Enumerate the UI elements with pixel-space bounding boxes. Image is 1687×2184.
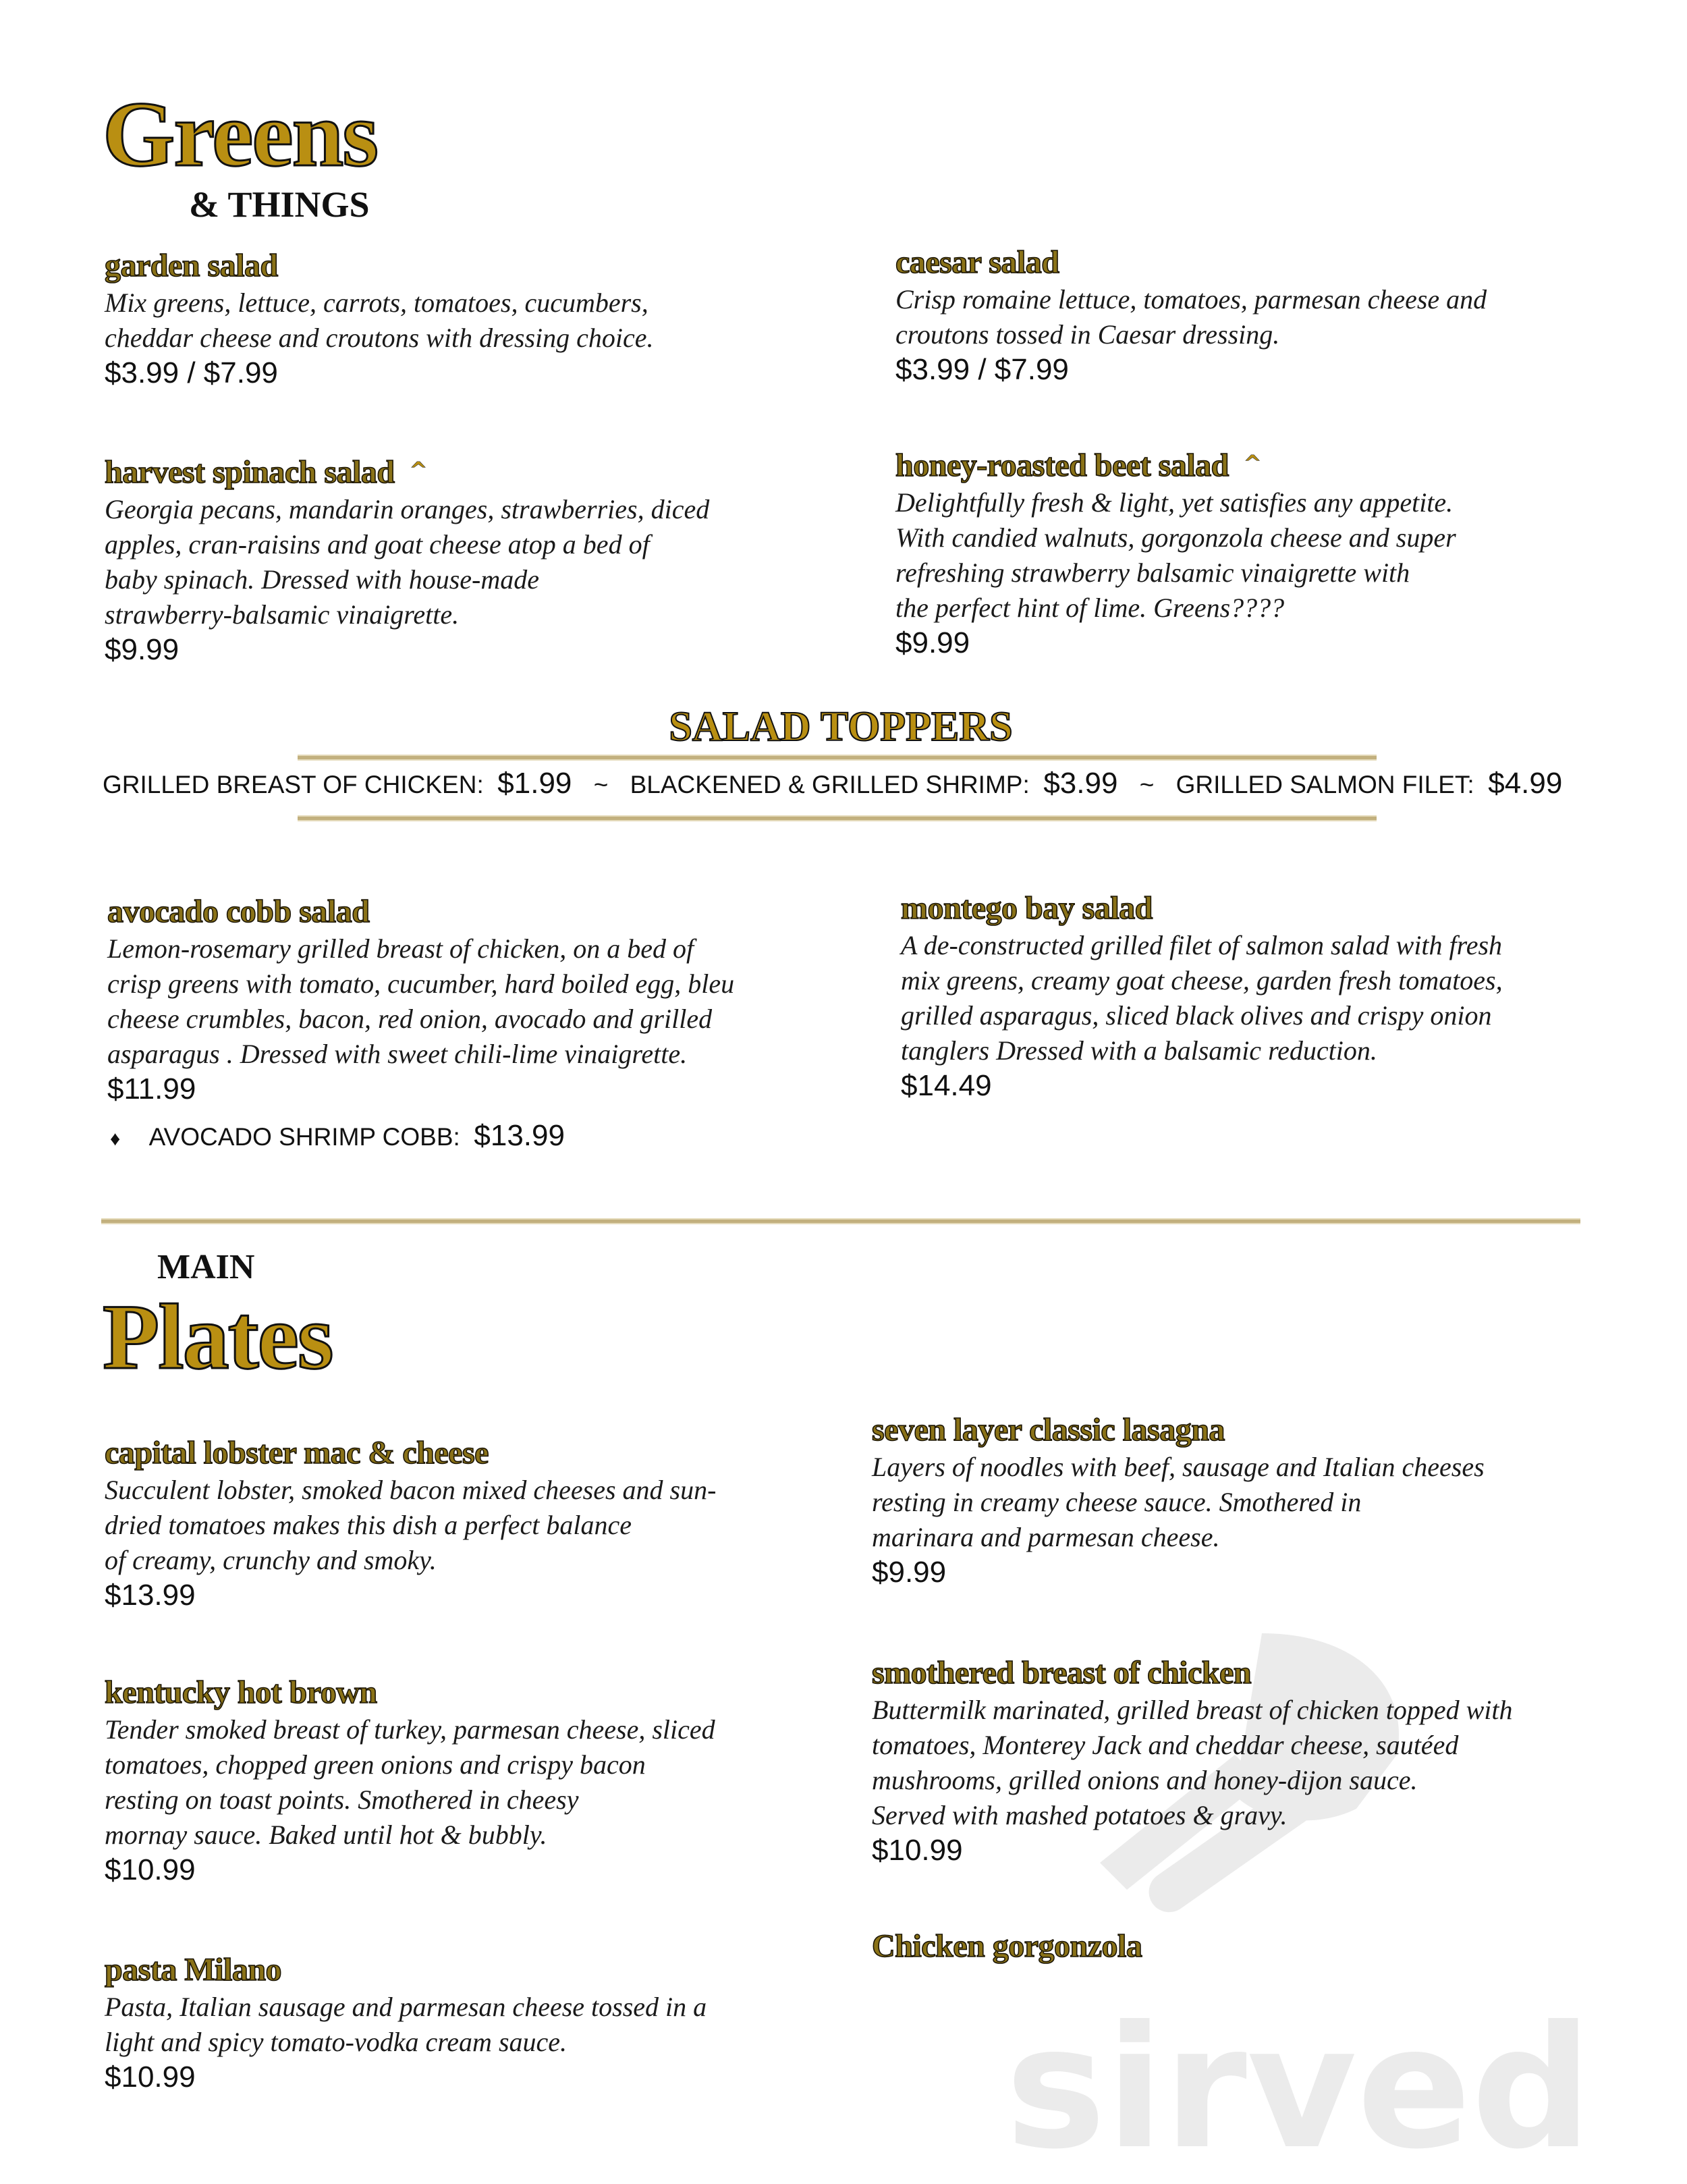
item-description-line: tanglers Dressed with a balsamic reduction. [901,1035,1377,1066]
item-title-row [105,246,654,285]
item-title-row [895,243,1487,282]
item-description-line: cheddar cheese and croutons with dressing choice. [105,323,654,353]
item-description-line: asparagus . Dressed with sweet chili-lime vinaigrette. [107,1039,688,1069]
item-title: smothered breast of chicken [872,1655,1252,1691]
item-description-line: tomatoes, Monterey Jack and cheddar cheese, sautéed [872,1730,1459,1760]
item-price: $10.99 [105,1853,196,1886]
item-title-row [105,1673,715,1712]
item-description-line: Lemon-rosemary grilled breast of chicken, on a bed of [107,933,694,964]
item-title-row [872,1411,1485,1450]
item-description-line: resting on toast points. Smothered in cheesy [105,1784,579,1815]
cobb-addon [110,1119,565,1153]
item-description-line: croutons tossed in Caesar dressing. [895,319,1280,350]
section-divider [101,1218,1580,1224]
topper-price: $4.99 [1488,767,1563,800]
item-description-line: Buttermilk marinated, grilled breast of chicken topped with [872,1695,1513,1725]
topper-label: GRILLED BREAST OF CHICKEN: [103,771,484,798]
item-title: Chicken gorgonzola [872,1928,1142,1964]
item-description-line: cheese crumbles, bacon, red onion, avocado and grilled [107,1004,713,1034]
section-subtitle-things: & THINGS [189,184,370,225]
item-price: $11.99 [107,1072,196,1105]
item-price: $9.99 [105,633,179,666]
item-description-line: Georgia pecans, mandarin oranges, strawberries, diced [105,494,710,524]
item-price: $14.49 [901,1069,992,1102]
watermark-text: sirved [1005,1990,1586,2160]
item-description-line: of creamy, crunchy and smoky. [105,1545,437,1575]
item-description-line: the perfect hint of lime. Greens???? [895,593,1285,623]
item-description-line: crisp greens with tomato, cucumber, hard boiled egg, bleu [107,968,735,999]
addon-price: $13.99 [474,1119,565,1152]
caret-icon: ^ [1243,450,1262,476]
topper-separator: ~ [593,771,609,798]
item-description-line: light and spicy tomato-vodka cream sauce. [105,2027,568,2057]
item-title: garden salad [105,248,278,283]
item-price: $13.99 [105,1579,196,1612]
item-title: avocado cobb salad [107,894,370,929]
menu-item [895,443,1456,661]
item-description-line: mushrooms, grilled onions and honey-dijon sauce. [872,1765,1418,1795]
item-price: $9.99 [895,626,970,659]
item-description-line: Tender smoked breast of turkey, parmesan cheese, sliced [105,1714,715,1745]
item-description-line: Succulent lobster, smoked bacon mixed cheeses and sun- [105,1475,717,1505]
item-title-row [105,450,709,492]
item-title-row [895,443,1456,485]
toppers-bottom-rule [298,815,1377,821]
item-description-line: Delightfully fresh & light, yet satisfies any appetite. [895,487,1454,518]
item-price: $10.99 [105,2060,196,2094]
item-title: montego bay salad [901,890,1153,926]
section-title-plates: Plates [103,1285,333,1388]
item-description-line: resting in creamy cheese sauce. Smothered in [872,1487,1362,1517]
caret-icon: ^ [409,457,427,483]
salad-toppers-list [103,767,1587,800]
item-title: honey-roasted beet salad [895,447,1229,483]
menu-item [901,889,1503,1103]
item-description-line: marinara and parmesan cheese. [872,1522,1220,1552]
item-description-line: Mix greens, lettuce, carrots, tomatoes, cucumbers, [105,288,648,318]
menu-item [105,1950,707,2095]
item-title-row [872,1654,1512,1693]
item-description-line: mix greens, creamy goat cheese, garden fresh tomatoes, [901,965,1503,995]
item-title: capital lobster mac & cheese [105,1435,489,1471]
item-description-line: mornay sauce. Baked until hot & bubbly. [105,1820,547,1850]
item-title-row [105,1434,716,1473]
topper-price: $1.99 [497,767,572,800]
menu-item [872,1927,1142,1966]
item-price: $10.99 [872,1834,963,1867]
item-description-line: Layers of noodles with beef, sausage and Italian cheeses [872,1452,1485,1482]
menu-item [105,1673,715,1888]
topper-separator: ~ [1139,771,1155,798]
item-title-row [105,1950,707,1990]
item-description-line: refreshing strawberry balsamic vinaigrette with [895,557,1410,588]
item-price: $9.99 [872,1556,947,1589]
menu-item [105,246,654,391]
salad-toppers-title: SALAD TOPPERS [669,704,1013,750]
item-price: $3.99 / $7.99 [895,353,1069,386]
item-description-line: dried tomatoes makes this dish a perfect balance [105,1510,632,1540]
item-description-line: Served with mashed potatoes & gravy. [872,1800,1288,1830]
item-title: kentucky hot brown [105,1674,377,1710]
item-description-line: strawberry-balsamic vinaigrette. [105,599,460,630]
item-title: caesar salad [895,244,1059,280]
menu-item [872,1411,1485,1590]
topper-label: BLACKENED & GRILLED SHRIMP: [630,771,1030,798]
toppers-top-rule [298,755,1377,761]
item-title-row [872,1927,1142,1966]
menu-item [107,892,734,1107]
menu-item [895,243,1487,387]
item-price: $3.99 / $7.99 [105,356,278,389]
item-title: pasta Milano [105,1952,282,1988]
section-subtitle-main: MAIN [157,1248,255,1286]
item-description-line: baby spinach. Dressed with house-made [105,564,539,595]
diamond-bullet-icon: ♦ [110,1128,121,1150]
item-title: seven layer classic lasagna [872,1412,1225,1448]
item-title-row [901,889,1503,928]
menu-item [872,1654,1512,1868]
item-description-line: apples, cran-raisins and goat cheese atop a bed of [105,529,650,559]
menu-item [105,1434,716,1613]
addon-label: AVOCADO SHRIMP COBB: [148,1123,460,1151]
item-description-line: A de-constructed grilled filet of salmon salad with fresh [901,930,1503,960]
item-title: harvest spinach salad [105,454,395,490]
menu-item [105,450,709,667]
item-description-line: With candied walnuts, gorgonzola cheese and super [895,522,1456,553]
topper-price: $3.99 [1043,767,1118,800]
item-title-row [107,892,734,931]
item-description-line: Crisp romaine lettuce, tomatoes, parmesan cheese and [895,284,1487,315]
item-description-line: tomatoes, chopped green onions and crispy bacon [105,1749,646,1780]
section-title-greens: Greens [103,82,378,186]
item-description-line: Pasta, Italian sausage and parmesan cheese tossed in a [105,1992,707,2022]
topper-label: GRILLED SALMON FILET: [1176,771,1474,798]
item-description-line: grilled asparagus, sliced black olives and crispy onion [901,1000,1492,1031]
